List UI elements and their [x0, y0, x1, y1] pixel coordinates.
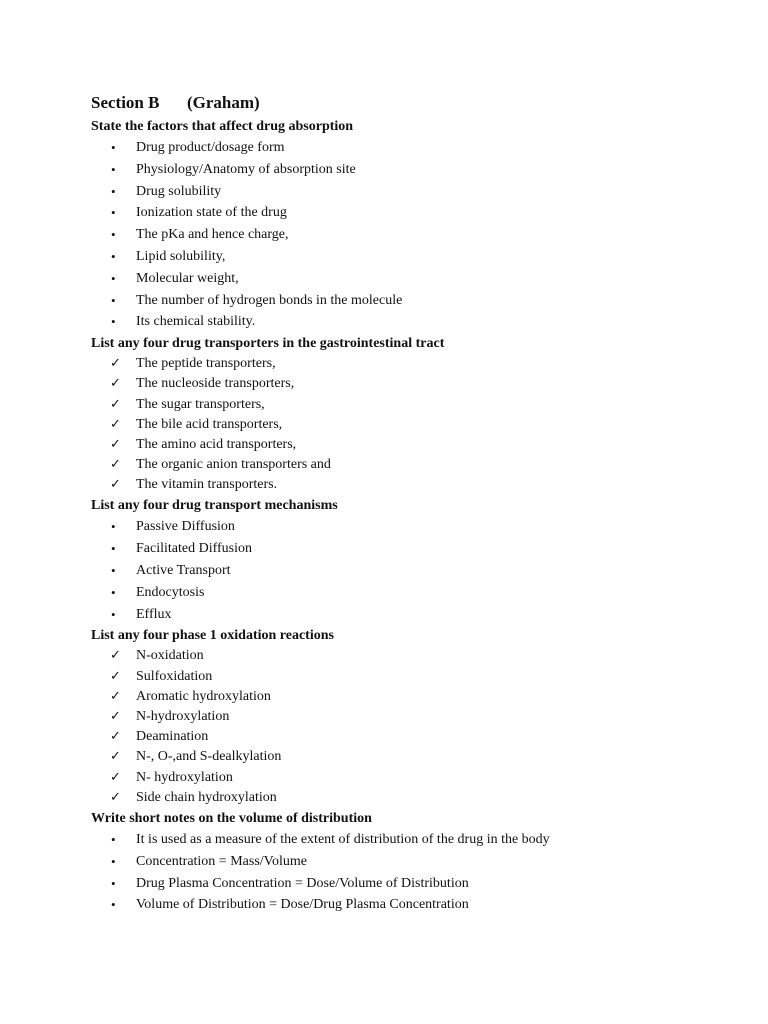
checkmark-icon: ✓	[110, 376, 121, 392]
list-item	[91, 851, 711, 873]
bullet-icon: •	[111, 270, 116, 286]
list-item-text: Drug Plasma Concentration = Dose/Volume of Distribution	[136, 875, 469, 891]
list-item-text: Physiology/Anatomy of absorption site	[136, 161, 356, 177]
question-heading: List any four drug transport mechanisms	[91, 498, 338, 514]
list-item	[91, 455, 711, 475]
bullet-icon: •	[111, 541, 116, 557]
list-item-text: The bile acid transporters,	[136, 416, 283, 432]
bullet-icon: •	[111, 205, 116, 221]
list-item	[91, 268, 711, 290]
checkmark-icon: ✓	[110, 416, 121, 432]
bullet-icon: •	[111, 897, 116, 913]
question-heading: State the factors that affect drug absorption	[91, 119, 354, 134]
section-title: Section B	[91, 93, 160, 112]
list-item-text: Volume of Distribution = Dose/Drug Plasma Concentration	[136, 897, 469, 913]
list-item	[91, 311, 711, 333]
section-heading	[91, 93, 260, 113]
list-item-text: The sugar transporters,	[136, 396, 265, 412]
list-item-text: Drug product/dosage form	[136, 140, 285, 155]
list-item	[91, 181, 711, 203]
list-item	[91, 475, 711, 495]
list-item	[91, 707, 711, 727]
list-item-text: Molecular weight,	[136, 270, 239, 286]
checkmark-icon: ✓	[110, 477, 121, 493]
list-item-text: Lipid solubility,	[136, 248, 226, 264]
list-item	[91, 435, 711, 455]
bullet-icon: •	[111, 831, 116, 847]
list-item	[91, 246, 711, 268]
checkmark-icon: ✓	[110, 457, 121, 473]
list-item-text: The organic anion transporters and	[136, 457, 331, 473]
list-item	[91, 137, 711, 159]
list-item-text: Deamination	[136, 729, 209, 745]
list-item	[91, 290, 711, 312]
question-heading: List any four phase 1 oxidation reactions	[91, 628, 334, 644]
checkmark-icon: ✓	[110, 709, 121, 725]
list-item-text: The amino acid transporters,	[136, 436, 297, 452]
checkmark-icon: ✓	[110, 789, 121, 805]
list-item-text: The pKa and hence charge,	[136, 227, 289, 243]
list-item-text: Endocytosis	[136, 584, 205, 600]
list-item	[91, 829, 711, 851]
bullet-icon: •	[111, 183, 116, 199]
list-item-text: The vitamin transporters.	[136, 477, 278, 493]
list-item	[91, 374, 711, 394]
list-item	[91, 873, 711, 895]
list-item-text: Side chain hydroxylation	[136, 789, 277, 805]
list-item-text: Aromatic hydroxylation	[136, 688, 271, 704]
list-item	[91, 667, 711, 687]
bullet-icon: •	[111, 248, 116, 264]
list-item	[91, 224, 711, 246]
question-block	[91, 625, 711, 808]
bullet-icon: •	[111, 519, 116, 535]
answer-list	[91, 516, 711, 625]
list-item-text: The number of hydrogen bonds in the molecule	[136, 292, 403, 308]
list-item	[91, 747, 711, 767]
list-item	[91, 646, 711, 666]
bullet-icon: •	[111, 584, 116, 600]
list-item	[91, 202, 711, 224]
question-block	[91, 333, 711, 495]
list-item	[91, 687, 711, 707]
list-item	[91, 582, 711, 604]
list-item-text: Sulfoxidation	[136, 668, 213, 684]
list-item	[91, 727, 711, 747]
question-block	[91, 116, 711, 333]
checkmark-icon: ✓	[110, 356, 121, 372]
bullet-icon: •	[111, 314, 116, 330]
question-heading: Write short notes on the volume of distribution	[91, 810, 372, 826]
list-item-text: Passive Diffusion	[136, 519, 235, 535]
list-item-text: N-oxidation	[136, 648, 204, 664]
checkmark-icon: ✓	[110, 688, 121, 704]
list-item-text: The nucleoside transporters,	[136, 376, 295, 392]
question-block	[91, 808, 711, 916]
list-item-text: Facilitated Diffusion	[136, 541, 252, 557]
list-item	[91, 395, 711, 415]
section-author: (Graham)	[187, 93, 260, 112]
answer-list	[91, 646, 711, 808]
checkmark-icon: ✓	[110, 769, 121, 785]
checkmark-icon: ✓	[110, 436, 121, 452]
list-item	[91, 538, 711, 560]
list-item-text: Active Transport	[136, 563, 231, 579]
list-item	[91, 894, 711, 916]
list-item-text: N-, O-,and S-dealkylation	[136, 749, 282, 765]
list-item-text: The peptide transporters,	[136, 356, 276, 372]
bullet-icon: •	[111, 292, 116, 308]
list-item-text: Ionization state of the drug	[136, 205, 287, 221]
checkmark-icon: ✓	[110, 749, 121, 765]
list-item-text: N- hydroxylation	[136, 769, 233, 785]
list-item-text: Concentration = Mass/Volume	[136, 853, 307, 869]
checkmark-icon: ✓	[110, 648, 121, 664]
list-item	[91, 768, 711, 788]
bullet-icon: •	[111, 853, 116, 869]
answer-list	[91, 829, 711, 916]
list-item	[91, 516, 711, 538]
checkmark-icon: ✓	[110, 396, 121, 412]
bullet-icon: •	[111, 563, 116, 579]
question-heading: List any four drug transporters in the gastrointestinal tract	[91, 336, 445, 352]
question-block	[91, 495, 711, 625]
list-item-text: Efflux	[136, 606, 172, 622]
answer-list	[91, 354, 711, 495]
list-item-text: It is used as a measure of the extent of distribution of the drug in the body	[136, 831, 550, 847]
list-item	[91, 159, 711, 181]
list-item	[91, 604, 711, 626]
checkmark-icon: ✓	[110, 668, 121, 684]
bullet-icon: •	[111, 227, 116, 243]
document-content	[91, 116, 711, 916]
answer-list	[91, 137, 711, 333]
list-item-text: N-hydroxylation	[136, 709, 230, 725]
list-item	[91, 354, 711, 374]
checkmark-icon: ✓	[110, 729, 121, 745]
list-item	[91, 788, 711, 808]
bullet-icon: •	[111, 140, 116, 155]
list-item	[91, 560, 711, 582]
list-item	[91, 415, 711, 435]
bullet-icon: •	[111, 161, 116, 177]
bullet-icon: •	[111, 606, 116, 622]
list-item-text: Drug solubility	[136, 183, 222, 199]
bullet-icon: •	[111, 875, 116, 891]
list-item-text: Its chemical stability.	[136, 314, 256, 330]
